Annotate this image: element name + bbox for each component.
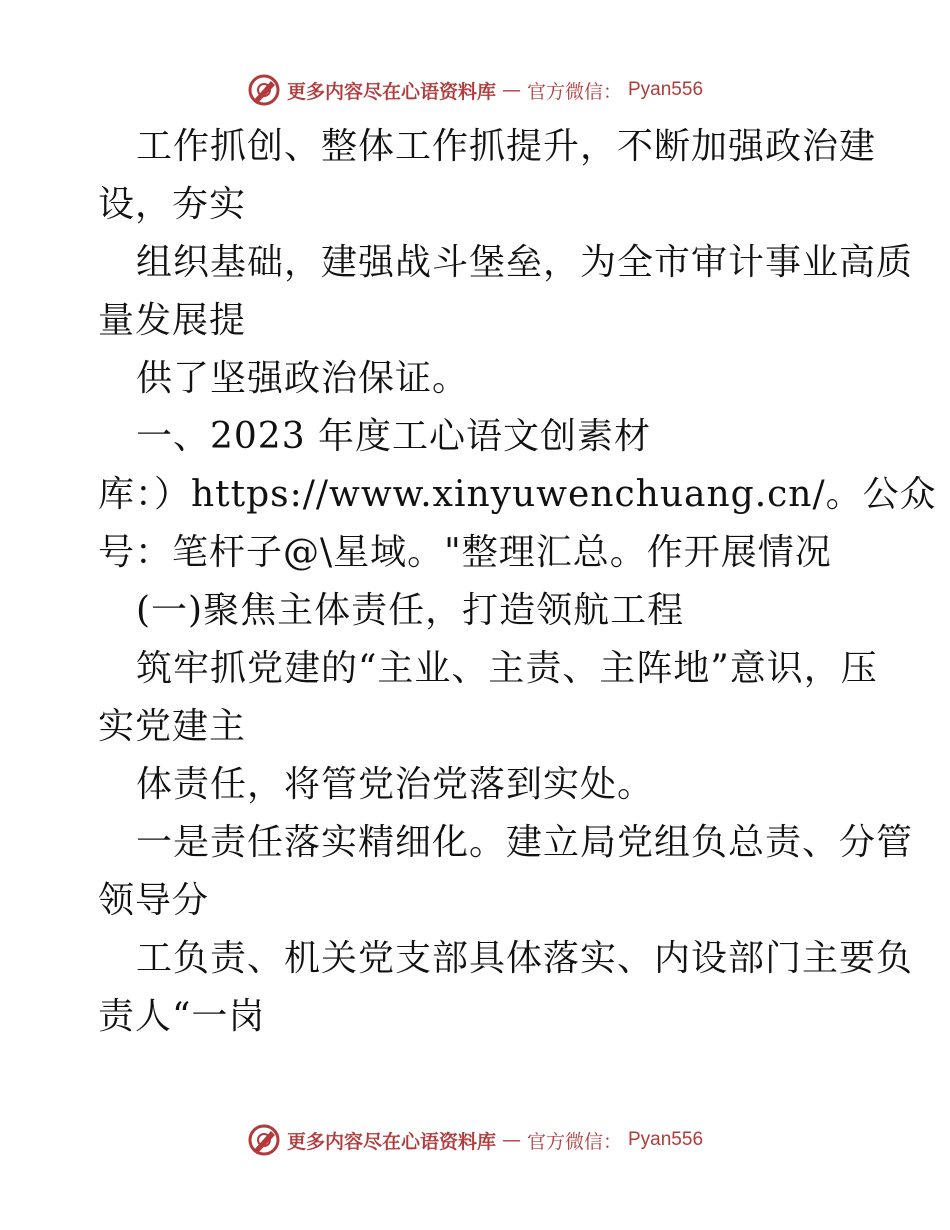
banner-wechat-id: Pyan556	[628, 79, 704, 100]
body-line: 体责任，将管党治党落到实处。	[136, 764, 655, 805]
body-line: 一是责任落实精细化。建立局党组负总责、分管	[136, 822, 914, 863]
body-line: 号：笔杆子@\星域。"整理汇总。作开展情况	[98, 532, 832, 573]
body-line: 库：）https://www.xinyuwenchuang.cn/。公众	[98, 474, 937, 515]
body-line: 责人“一岗	[98, 996, 266, 1037]
banner-wechat-label: 官方微信：	[526, 1130, 622, 1153]
banner-text: 更多内容尽在心语资料库	[286, 1130, 496, 1153]
banner-wechat-label: 官方微信：	[526, 80, 622, 103]
body-line: 工作抓创、整体工作抓提升，不断加强政治建	[136, 126, 877, 167]
body-line: 供了坚强政治保证。	[136, 358, 470, 399]
footer-watermark-banner	[0, 1120, 950, 1160]
document-body	[98, 118, 937, 1046]
body-line: 组织基础，建强战斗堡垒，为全市审计事业高质	[136, 242, 914, 283]
banner-dash: —	[501, 79, 521, 101]
banner-dash: —	[501, 1129, 521, 1151]
body-line: 筑牢抓党建的“主业、主责、主阵地”意识，压	[136, 648, 878, 689]
section-heading: 一、2023 年度工心语文创素材	[136, 416, 652, 457]
banner-wechat-id: Pyan556	[628, 1129, 704, 1150]
banner-text: 更多内容尽在心语资料库	[286, 80, 496, 103]
subsection-heading: (一)聚焦主体责任，打造领航工程	[136, 590, 685, 631]
pen-logo-icon	[247, 1123, 281, 1157]
body-line: 设，夯实	[98, 184, 247, 225]
body-line: 量发展提	[98, 300, 247, 341]
pen-logo-icon	[247, 73, 281, 107]
header-watermark-banner	[0, 70, 950, 110]
body-line: 领导分	[98, 880, 210, 921]
body-line: 实党建主	[98, 706, 247, 747]
body-line: 工负责、机关党支部具体落实、内设部门主要负	[136, 938, 914, 979]
